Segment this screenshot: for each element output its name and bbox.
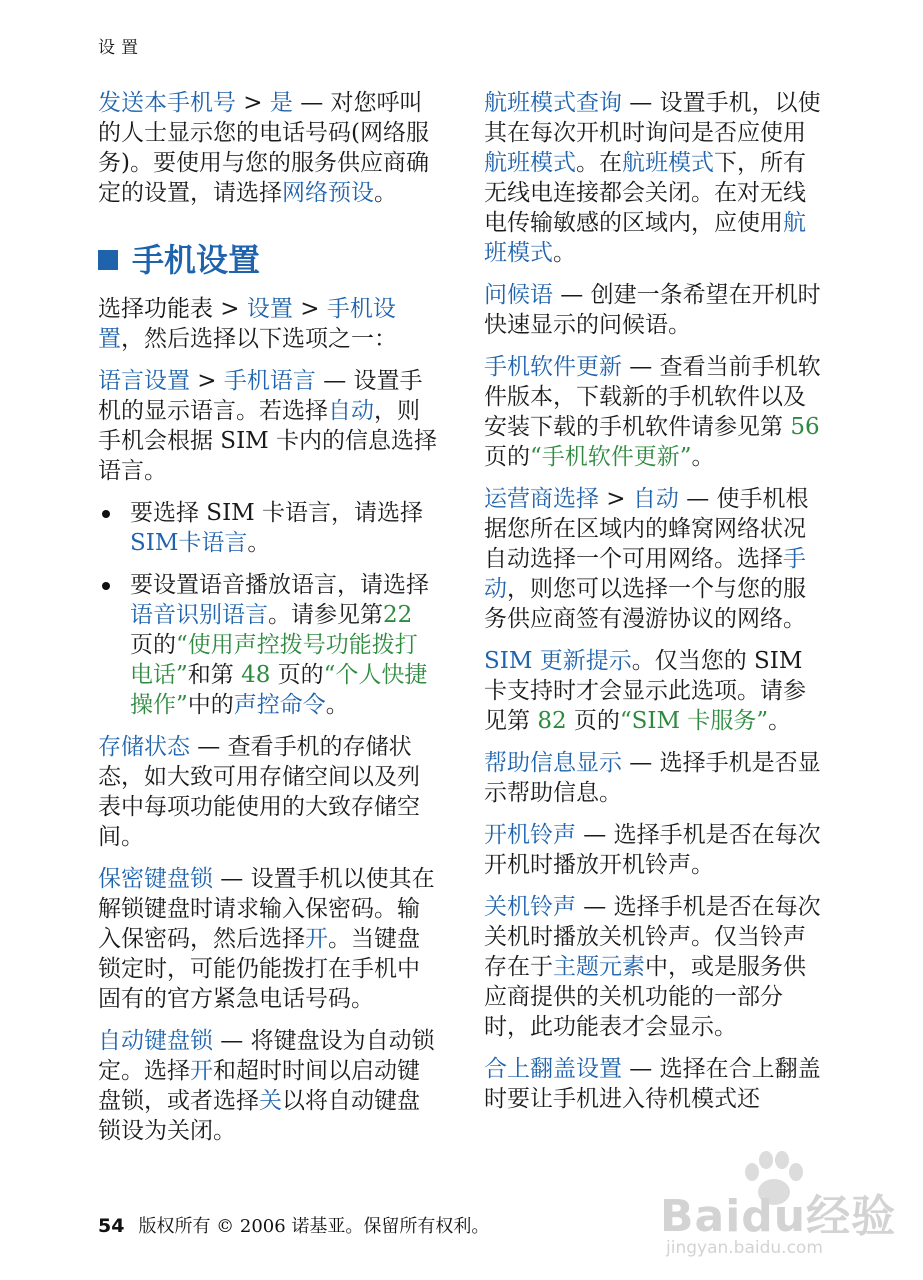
software-update-link[interactable]: 手机软件更新 <box>484 354 622 380</box>
text: 。 <box>768 708 792 734</box>
auto-link[interactable]: 自动 <box>328 398 374 424</box>
text: 和超时时间以启动键盘锁，或者选择 <box>98 1058 420 1114</box>
text: 中的 <box>187 692 234 718</box>
text: 。 <box>374 180 397 206</box>
menu-keyword: 功能表 <box>144 296 213 322</box>
copyright: 版权所有 © 2006 诺基亚。保留所有权利。 <box>138 1216 490 1237</box>
operator-paragraph <box>484 484 824 634</box>
text: — 设置手机以使其在解锁键盘时请求输入保密码。输入保密码，然后选择 <box>98 866 435 952</box>
language-bullets <box>98 498 438 720</box>
flight-mode-link[interactable]: 航班模式 <box>484 150 576 176</box>
software-update-paragraph <box>484 352 824 472</box>
text: — 选择在合上翻盖时要让手机进入待机模式还 <box>484 1056 821 1112</box>
text: 要选择 SIM 卡语言，请选择 <box>130 500 424 526</box>
page-ref-56[interactable]: 56 <box>790 414 820 440</box>
text: — 使手机根据您所在区域内的蜂窝网络状况自动选择一个可用网络。选择 <box>484 486 809 572</box>
send-number-paragraph <box>98 88 438 208</box>
flight-query-link[interactable]: 航班模式查询 <box>484 90 622 116</box>
auto-keyguard-link[interactable]: 自动键盘锁 <box>98 1028 213 1054</box>
text: 要设置语音播放语言，请选择 <box>130 572 429 598</box>
flight-mode-link[interactable]: 航班模式 <box>484 210 806 266</box>
flight-mode-link[interactable]: 航班模式 <box>622 150 714 176</box>
language-settings-link[interactable]: 语言设置 <box>98 368 190 394</box>
language-paragraph <box>98 366 438 486</box>
separator: > <box>599 486 633 512</box>
running-header: 设置 <box>98 38 144 58</box>
bullet-sim-language <box>98 498 438 558</box>
text: 页的 <box>270 662 324 688</box>
text: 。请参见第 <box>268 602 383 628</box>
startup-tone-link[interactable]: 开机铃声 <box>484 822 576 848</box>
page-number: 54 <box>98 1215 125 1237</box>
software-update-ref[interactable]: “手机软件更新” <box>530 444 692 470</box>
text: — 选择手机是否在每次开机时播放开机铃声。 <box>484 822 821 878</box>
text: — 设置手机的显示语言。若选择 <box>98 368 423 424</box>
voice-recognition-language-link[interactable]: 语音识别语言 <box>130 602 268 628</box>
auto-link[interactable]: 自动 <box>632 486 679 512</box>
fold-paragraph <box>484 1054 824 1114</box>
text: 。 <box>325 692 349 718</box>
help-paragraph <box>484 748 824 808</box>
sim-update-paragraph <box>484 646 824 736</box>
security-keyguard-link[interactable]: 保密键盘锁 <box>98 866 213 892</box>
phone-settings-link[interactable]: 手机设置 <box>98 296 396 352</box>
text: 。当键盘锁定时，可能仍能拨打在手机中固有的官方紧急电话号码。 <box>98 926 420 1012</box>
text: — 查看手机的存储状态，如大致可用存储空间以及列表中每项功能使用的大致存储空间。 <box>98 734 420 850</box>
phone-language-link[interactable]: 手机语言 <box>223 368 316 394</box>
page-ref-82[interactable]: 82 <box>537 708 567 734</box>
left-column <box>98 88 438 1158</box>
sim-language-link[interactable]: SIM卡语言 <box>130 530 248 556</box>
text: 页的 <box>484 444 530 470</box>
security-lock-paragraph <box>98 864 438 1014</box>
sim-services-ref[interactable]: “SIM 卡服务” <box>619 708 769 734</box>
manual-link[interactable]: 手动 <box>484 546 806 602</box>
shutdown-tone-link[interactable]: 关机铃声 <box>484 894 576 920</box>
separator: > <box>190 368 224 394</box>
flight-mode-paragraph <box>484 88 824 268</box>
separator: > <box>236 90 270 116</box>
fold-settings-link[interactable]: 合上翻盖设置 <box>484 1056 622 1082</box>
settings-link[interactable]: 设置 <box>246 296 293 322</box>
text: ，则您可以选择一个与您的服务供应商签有漫游协议的网络。 <box>484 576 806 632</box>
text: 。在 <box>576 150 622 176</box>
watermark <box>660 1150 897 1260</box>
memory-status-link[interactable]: 存储状态 <box>98 734 190 760</box>
operator-selection-link[interactable]: 运营商选择 <box>484 486 599 512</box>
text: 选择 <box>98 296 144 322</box>
end-tone-paragraph <box>484 892 824 1042</box>
memory-paragraph <box>98 732 438 852</box>
separator: > <box>213 296 247 322</box>
text: — 创建一条希望在开机时快速显示的问候语。 <box>484 282 821 338</box>
text: ，然后选择以下选项之一： <box>121 326 397 352</box>
on-link[interactable]: 开 <box>190 1058 213 1084</box>
page-ref-48[interactable]: 48 <box>241 662 271 688</box>
page-ref-22[interactable]: 22 <box>383 602 413 628</box>
text: — 选择手机是否显示帮助信息。 <box>484 750 821 806</box>
watermark-text: Baidu经验 <box>660 1191 897 1242</box>
auto-lock-paragraph <box>98 1026 438 1146</box>
text: 页的 <box>130 632 176 658</box>
text: 页的 <box>566 708 620 734</box>
page-footer <box>98 1212 489 1238</box>
start-tone-paragraph <box>484 820 824 880</box>
bullet-voice-language <box>98 570 438 720</box>
text: 以将自动键盘锁设为关闭。 <box>98 1088 420 1144</box>
network-preset-link[interactable]: 网络预设 <box>282 180 374 206</box>
text: 下，所有无线电连接都会关闭。在对无线电传输敏感的区域内，应使用 <box>484 150 806 236</box>
text: ，则手机会根据 SIM 卡内的信息选择语言。 <box>98 398 438 484</box>
watermark-url: jingyan.baidu.com <box>666 1238 823 1258</box>
help-display-link[interactable]: 帮助信息显示 <box>484 750 622 776</box>
on-link[interactable]: 开 <box>305 926 328 952</box>
sim-update-link[interactable]: SIM 更新提示 <box>484 648 632 674</box>
text: — 查看当前手机软件版本，下载新的手机软件以及安装下载的手机软件请参见第 <box>484 354 821 440</box>
text: — 将键盘设为自动锁定。选择 <box>98 1028 435 1084</box>
separator: > <box>292 296 327 322</box>
section-heading <box>98 240 438 280</box>
voice-command-link[interactable]: 声控命令 <box>233 692 326 718</box>
shortcuts-ref[interactable]: “个人快捷操作” <box>130 662 428 718</box>
text: — 选择手机是否在每次关机时播放关机铃声。仅当铃声存在于 <box>484 894 821 980</box>
send-number-link[interactable]: 发送本手机号 <box>98 90 236 116</box>
intro-paragraph <box>98 294 438 354</box>
text: 。 <box>691 444 715 470</box>
text: 中，或是服务供应商提供的关机功能的一部分时，此功能表才会显示。 <box>484 954 806 1040</box>
square-bullet-icon <box>98 250 118 270</box>
yes-link[interactable]: 是 <box>269 90 293 116</box>
text: 。 <box>247 530 271 556</box>
greeting-paragraph <box>484 280 824 340</box>
theme-elements-link[interactable]: 主题元素 <box>553 954 645 980</box>
text: 和第 <box>187 662 242 688</box>
voice-dial-ref[interactable]: “使用声控拨号功能拨打电话” <box>130 632 418 688</box>
off-link[interactable]: 关 <box>259 1088 282 1114</box>
text: — 设置手机，以使其在每次开机时询问是否应使用 <box>484 90 821 146</box>
text: 。仅当您的 SIM 卡支持时才会显示此选项。请参见第 <box>484 648 806 734</box>
right-column <box>484 88 824 1126</box>
greeting-link[interactable]: 问候语 <box>484 282 553 308</box>
section-title: 手机设置 <box>132 241 261 279</box>
text: — 对您呼叫的人士显示您的电话号码(网络服务)。要使用与您的服务供应商确定的设置，请选择 <box>98 90 429 206</box>
text: 。 <box>553 240 576 266</box>
